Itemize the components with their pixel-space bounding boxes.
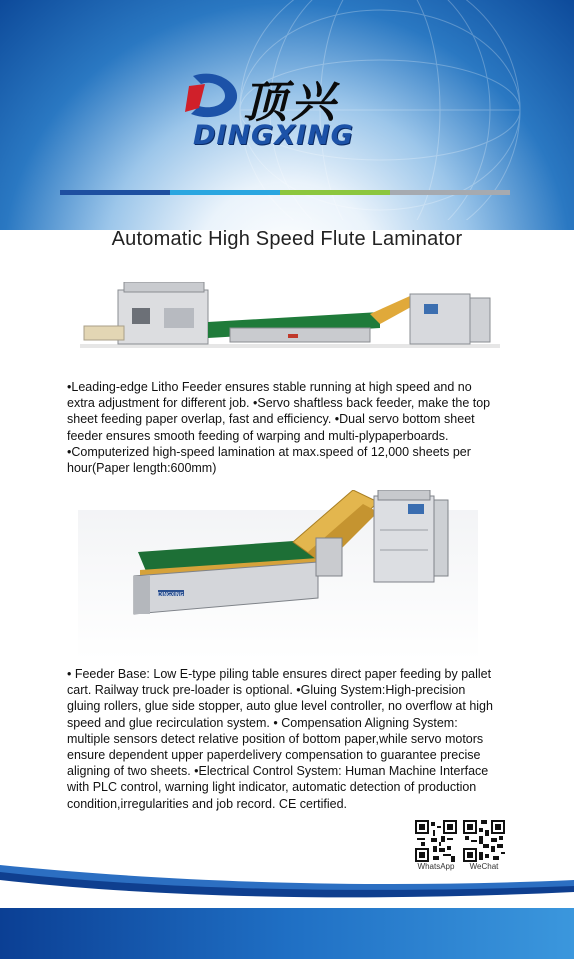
color-stripe-1 [60, 190, 170, 195]
header-banner [0, 0, 574, 230]
brand-name-english: DINGXING [193, 120, 354, 151]
qr-code-icon[interactable] [415, 820, 457, 862]
paragraph-line: speed and glue recirculation system. • Compensation Aligning System: [67, 715, 458, 730]
paragraph-line: •Leading-edge Litho Feeder ensures stable running at high speed and no [67, 380, 472, 394]
qr-label-wechat: WeChat [469, 862, 499, 871]
paragraph-line: extra adjustment for different job. •Servo shaftless back feeder, make the top [67, 396, 491, 411]
paragraph-line: sheet feeding paper overlap, fast and efficiency. •Dual servo bottom sheet [67, 412, 475, 427]
color-stripe-2 [170, 190, 280, 195]
paragraph-line: feeder ensures smooth feeding of warping and multi-plypaperboards. [67, 428, 449, 443]
paragraph-line: gluing rollers, glue side stopper, auto glue level controller, no overflow at high [67, 699, 493, 714]
qr-label-whatsapp: WhatsApp [417, 862, 455, 871]
brand-logo [185, 66, 385, 156]
machine-brand-label: DINGXING [158, 592, 184, 598]
dingxing-logo-icon [185, 68, 245, 124]
laminator-machine-perspective-image [78, 490, 478, 660]
paragraph-line: multiple sensors detect relative position of bottom paper,while servo motors [67, 731, 484, 746]
features-paragraph-1 [67, 379, 533, 476]
footer-wave-decoration [0, 860, 574, 959]
paragraph-line: ensure dependent upper paperdelivery compensation to guarantee precise [67, 748, 481, 763]
paragraph-line: hour(Paper length:600mm) [67, 461, 217, 476]
paragraph-line: cart. Railway truck pre-loader is optional. •Gluing System:High-precision [67, 683, 466, 698]
paragraph-line: • Feeder Base: Low E-type piling table ensures direct paper feeding by pallet [67, 667, 492, 681]
paragraph-line: condition,irregularities and job record. CE certified. [67, 796, 347, 811]
features-paragraph-2 [67, 666, 533, 812]
page-title: Automatic High Speed Flute Laminator [111, 228, 463, 250]
paragraph-line: •Computerized high-speed lamination at max.speed of 12,000 sheets per [67, 444, 471, 459]
qr-code-icon[interactable] [463, 820, 505, 862]
brand-name-chinese: 顶兴 [243, 77, 339, 128]
laminator-machine-side-image [80, 282, 500, 362]
color-stripe-4 [390, 190, 510, 195]
color-stripe-3 [280, 190, 390, 195]
paragraph-line: aligning of two sheets. •Electrical Control System: Human Machine Interface [67, 764, 489, 779]
paragraph-line: with PLC control, warning light indicator, automatic detection of production [67, 780, 477, 795]
